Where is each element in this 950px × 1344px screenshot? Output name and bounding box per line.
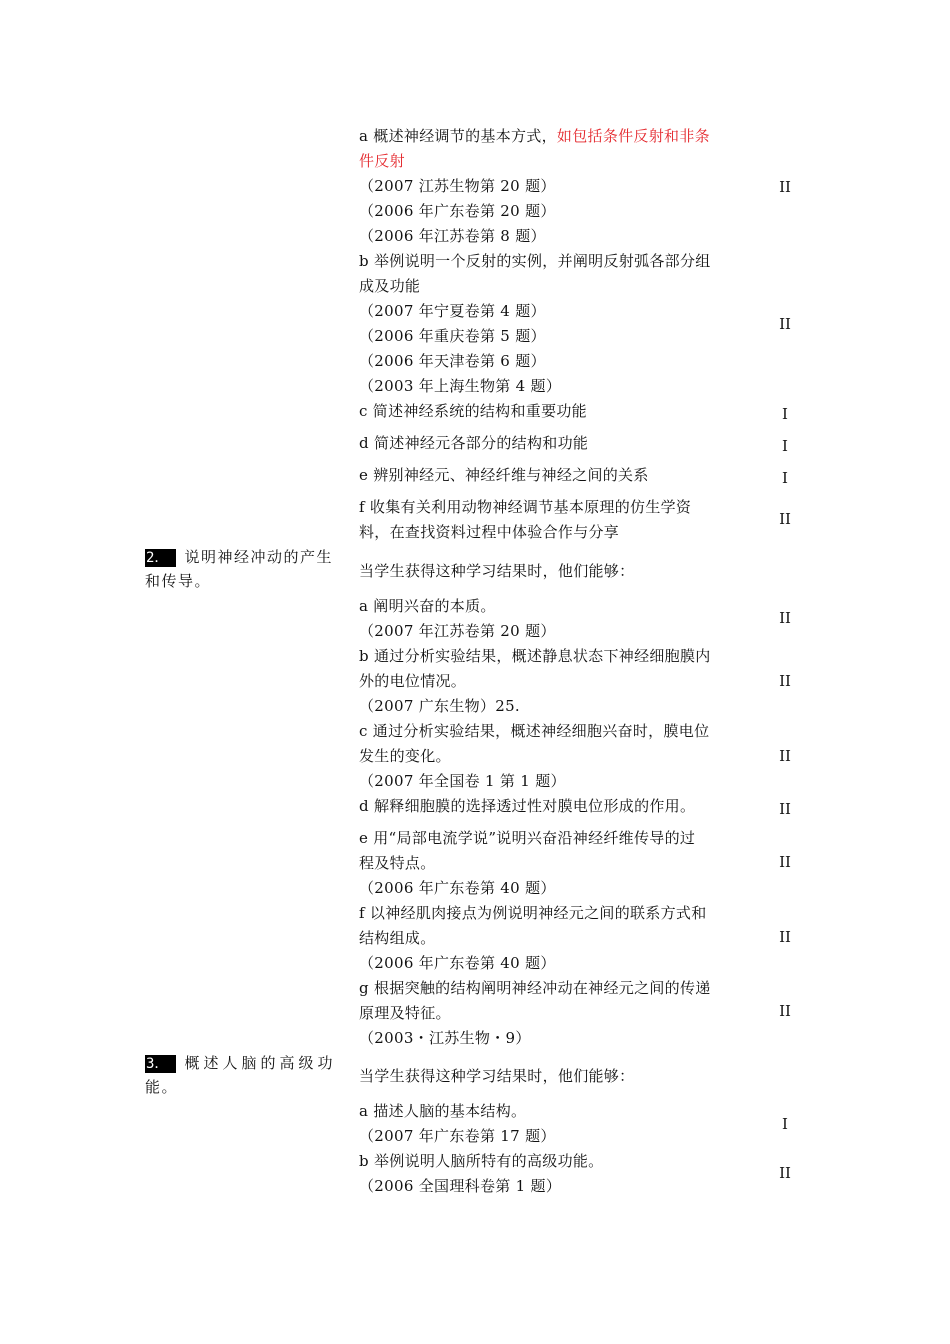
objective-2e: 程及特点。: [359, 854, 436, 872]
level-mark: I: [782, 469, 788, 487]
level-mark: II: [779, 747, 791, 765]
section-title: 概述人脑的高级功: [184, 1054, 337, 1072]
objective-1c: c 简述神经系统的结构和重要功能: [359, 402, 587, 420]
objective-text: b 举例说明一个反射的实例，并阐明反射弧各部分组: [359, 252, 711, 270]
exam-reference: （2003 年上海生物第 4 题）: [359, 377, 562, 395]
exam-reference: （2006 年天津卷第 6 题）: [359, 352, 546, 370]
objective-2d: d 解释细胞膜的选择透过性对膜电位形成的作用。: [359, 797, 696, 815]
level-mark: II: [779, 672, 791, 690]
level-mark: I: [782, 405, 788, 423]
objective-2c: 发生的变化。: [359, 747, 451, 765]
objective-1e: e 辨别神经元、神经纤维与神经之间的关系: [359, 466, 649, 484]
objective-1f: f 收集有关利用动物神经调节基本原理的仿生学资: [359, 498, 692, 516]
level-mark: II: [779, 178, 791, 196]
exam-reference: （2006 年广东卷第 20 题）: [359, 202, 556, 220]
objective-1d: d 简述神经元各部分的结构和功能: [359, 434, 589, 452]
exam-reference: （2003・江苏生物・9）: [359, 1029, 531, 1047]
objective-text-highlight: 如包括条件反射和非条: [556, 127, 710, 145]
objective-3b: b 举例说明人脑所特有的高级功能。: [359, 1152, 604, 1170]
objective-2b: 外的电位情况。: [359, 672, 467, 690]
objective-text: 成及功能: [359, 277, 421, 295]
exam-reference: （2007 年宁夏卷第 4 题）: [359, 302, 546, 320]
exam-reference: （2006 全国理科卷第 1 题）: [359, 1177, 562, 1195]
objective-2a: a 阐明兴奋的本质。: [359, 597, 496, 615]
section-intro: 当学生获得这种学习结果时，他们能够：: [359, 1067, 635, 1085]
exam-reference: （2006 年广东卷第 40 题）: [359, 879, 556, 897]
level-mark: II: [779, 1164, 791, 1182]
level-mark: II: [779, 510, 791, 528]
exam-reference: （2006 年江苏卷第 8 题）: [359, 227, 546, 245]
level-mark: II: [779, 800, 791, 818]
exam-reference: （2007 年全国卷 1 第 1 题）: [359, 772, 566, 790]
exam-reference: （2007 广东生物）25.: [359, 697, 520, 715]
objective-text-plain: a 概述神经调节的基本方式，: [359, 127, 557, 145]
objective-2f: 结构组成。: [359, 929, 436, 947]
objective-2e: e 用“局部电流学说”说明兴奋沿神经纤维传导的过: [359, 829, 696, 847]
level-mark: II: [779, 1002, 791, 1020]
exam-reference: （2007 江苏生物第 20 题）: [359, 177, 556, 195]
objective-2g: g 根据突触的结构阐明神经冲动在神经元之间的传递: [359, 979, 711, 997]
level-mark: II: [779, 928, 791, 946]
objective-text-highlight: 件反射: [359, 152, 405, 170]
level-mark: II: [779, 315, 791, 333]
section-title: 说明神经冲动的产生: [184, 548, 333, 566]
exam-reference: （2006 年重庆卷第 5 题）: [359, 327, 546, 345]
section-title: 和传导。: [145, 572, 212, 590]
exam-reference: （2007 年江苏卷第 20 题）: [359, 622, 556, 640]
exam-reference: （2007 年广东卷第 17 题）: [359, 1127, 556, 1145]
level-mark: II: [779, 609, 791, 627]
level-mark: I: [782, 1115, 788, 1133]
exam-reference: （2006 年广东卷第 40 题）: [359, 954, 556, 972]
objective-2g: 原理及特征。: [359, 1004, 451, 1022]
section-intro: 当学生获得这种学习结果时，他们能够：: [359, 562, 635, 580]
objective-2f: f 以神经肌肉接点为例说明神经元之间的联系方式和: [359, 904, 707, 922]
objective-text: [359, 126, 710, 146]
section-heading-2: [145, 545, 333, 569]
section-number: 3．: [145, 1055, 176, 1073]
objective-1f: 料，在查找资料过程中体验合作与分享: [359, 523, 620, 541]
section-heading-3: [145, 1051, 336, 1075]
section-number: 2．: [145, 549, 176, 567]
objective-2b: b 通过分析实验结果，概述静息状态下神经细胞膜内: [359, 647, 711, 665]
objective-3a: a 描述人脑的基本结构。: [359, 1102, 527, 1120]
level-mark: I: [782, 437, 788, 455]
objective-2c: c 通过分析实验结果，概述神经细胞兴奋时，膜电位: [359, 722, 710, 740]
section-title: 能。: [145, 1078, 179, 1096]
level-mark: II: [779, 853, 791, 871]
